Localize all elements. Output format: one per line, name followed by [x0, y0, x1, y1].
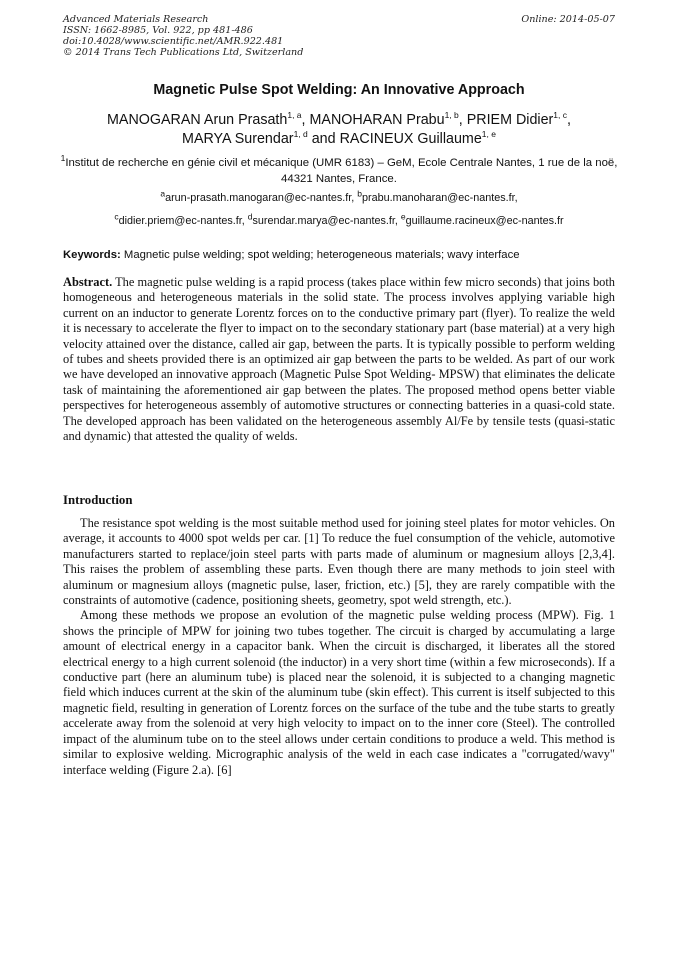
paragraph: The resistance spot welding is the most suitable method used for joining steel plates for motor vehicles. On average, it accounts to 4000 spot welds per car. [1] To reduce the fuel consumption of the vehicle, automotive manufacturers started to replace/join steel parts with parts made of aluminum or magnesium alloys [2,3,4]. This raises the problem of assembling these parts. Even though there are many methods to join steel with aluminum or magnesium alloys (magnetic pulse, laser, friction, etc.) [5], they are rarely compatible with the constraints of automotive (cadence, positioning sheets, geometry, spot weld strength, etc.).: [63, 516, 615, 608]
author-separator: ,: [301, 112, 310, 128]
author-name: RACINEUX Guillaume: [339, 131, 482, 147]
email-address[interactable]: surendar.marya@ec-nantes.fr,: [252, 215, 401, 227]
author-affil-mark: 1, e: [481, 129, 496, 140]
abstract-text: The magnetic pulse welding is a rapid process (takes place within few micro seconds) that joins both homogeneous and heterogeneous materials in the solid state. The process involves applying variable high current on an inductor to generate Lorentz forces on to the conductive primary part (flyer). To realize the weld it is necessary to accelerate the flyer to impact on to the secondary stationary part (base material) at a very high velocity attained over the distance, called air gap, between the parts. It is typically possible to perform welding of tubes and sheets provided there is an optimized air gap between the parts to be welded. As part of our work we have developed an innovative approach (Magnetic Pulse Spot Welding- MPSW) that eliminates the delicate task of maintaining the aforementioned air gap between the plates. The proposed method opens better viable perspectives for heterogeneous assembly of automotive structures or connecting batteries in a quasi-cold state. The developed approach has been validated on the heterogeneous assembly Al/Fe by tensile tests (quasi-static and dynamic) that attested the quality of welds.: [63, 275, 615, 444]
email-line: [30, 188, 648, 204]
email-address[interactable]: arun-prasath.manogaran@ec-nantes.fr,: [165, 192, 358, 204]
doi-link[interactable]: doi:10.4028/www.scientific.net/AMR.922.481: [63, 36, 284, 47]
author-separator: ,: [567, 112, 571, 128]
journal-name: Advanced Materials Research: [63, 14, 209, 25]
author-name: PRIEM Didier: [466, 112, 554, 128]
author-affil-mark: 1, d: [293, 129, 308, 140]
paper-title: Magnetic Pulse Spot Welding: An Innovative Approach: [153, 82, 525, 98]
author-affil-mark: 1, c: [553, 110, 567, 121]
email-address[interactable]: guillaume.racineux@ec-nantes.fr: [405, 215, 564, 227]
keywords-text: Magnetic pulse welding; spot welding; heterogeneous materials; wavy interface: [120, 249, 520, 261]
author-affil-mark: 1, a: [287, 110, 302, 121]
copyright-line: © 2014 Trans Tech Publications Ltd, Switzerland: [63, 47, 304, 58]
author-conjunction: and: [307, 131, 340, 147]
affiliation: [60, 155, 618, 187]
author-affil-mark: 1, b: [444, 110, 459, 121]
email-mark: d: [247, 211, 253, 222]
author-separator: ,: [458, 112, 467, 128]
author-name: MANOGARAN Arun Prasath: [107, 112, 288, 128]
affiliation-text: Institut de recherche en génie civil et mécanique (UMR 6183) – GeM, Ecole Centrale Nantes, 1 rue de la noë, 44321 Nantes, France.: [65, 157, 618, 185]
author-name: MANOHARAN Prabu: [309, 112, 445, 128]
email-mark: e: [400, 211, 406, 222]
email-mark: b: [357, 188, 363, 199]
introduction-body: [63, 516, 615, 778]
affiliation-mark: 1: [60, 153, 66, 164]
email-mark: a: [160, 188, 166, 199]
keywords-label: Keywords:: [63, 249, 121, 261]
keywords: [63, 249, 615, 261]
paragraph: Among these methods we propose an evolution of the magnetic pulse welding process (MPW). Fig. 1 shows the principle of MPW for joining two tubes together. The circuit is charged by accumulating a large amount of electrical energy in a capacitor bank. When the circuit is discharged, it liberates all the stored electrical energy to a high current solenoid (the inductor) in a very short time (within a few microseconds). If a conductive part (here an aluminum tube) is placed near the solenoid, it is subjected to a changing magnetic field which induces current at the skin of the aluminum tube (skin effect). This current is itself subjected to this magnetic field, resulting in generation of Lorentz forces on the surface of the tube and the tube starts to greatly accelerate away from the solenoid at very high velocity to impact on to the inner core (Steel). The controlled impact of the aluminum tube on to the steel allows under certain conditions to produce a weld. This method is similar to explosive welding. Micrographic analysis of the weld in each case indicates a "corrugated/wavy" interface welding (Figure 2.a). [6]: [63, 608, 615, 777]
email-mark: c: [114, 211, 119, 222]
author-name: MARYA Surendar: [182, 131, 294, 147]
email-address[interactable]: didier.priem@ec-nantes.fr,: [118, 215, 248, 227]
email-line: [30, 211, 648, 227]
online-date: Online: 2014-05-07: [521, 14, 615, 25]
journal-header: [63, 14, 303, 58]
issn-line: ISSN: 1662-8985, Vol. 922, pp 481-486: [63, 25, 253, 36]
section-heading: Introduction: [63, 493, 133, 507]
abstract-label: Abstract.: [63, 275, 113, 289]
abstract: [63, 275, 615, 444]
author-list: [40, 111, 638, 149]
email-address[interactable]: prabu.manoharan@ec-nantes.fr,: [362, 192, 518, 204]
